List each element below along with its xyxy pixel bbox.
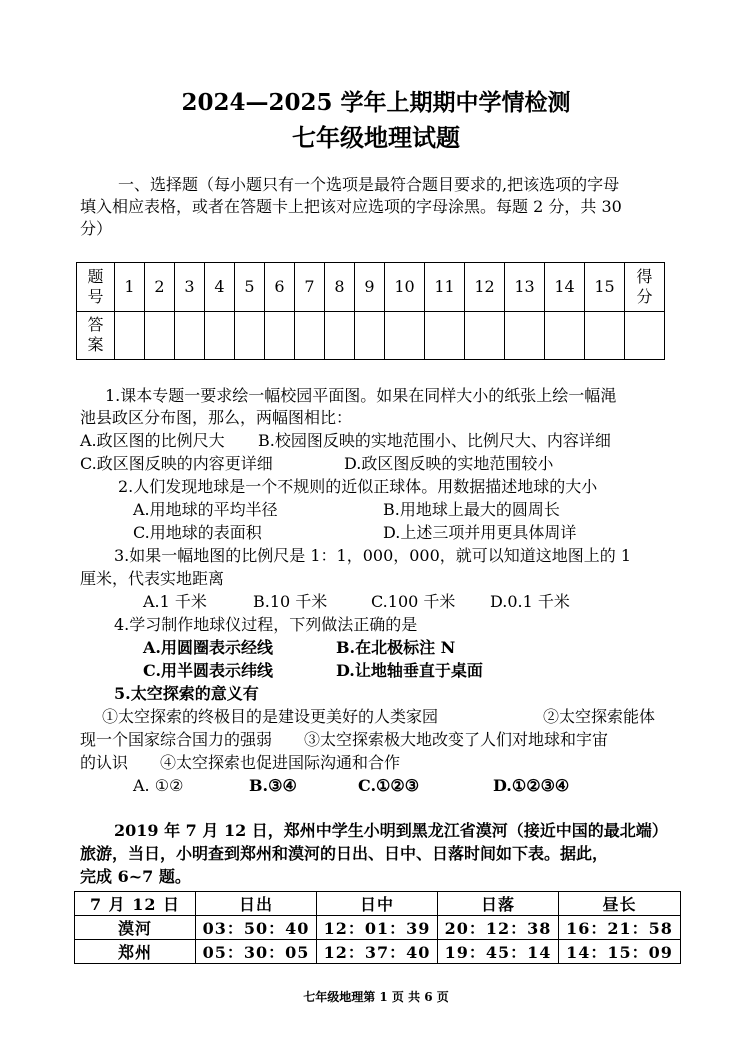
answer-cell[interactable] [205, 311, 235, 360]
score-label: 得 分 [625, 263, 665, 312]
sun-table-cell: 03：50：40 [196, 916, 317, 940]
q5-option-b: B.③④ [249, 776, 297, 795]
answer-table-header-row [77, 263, 665, 312]
page-footer: 七年级地理第 1 页 共 6 页 [303, 990, 449, 1004]
sun-table-cell: 12：37：40 [317, 940, 438, 964]
question-number: 12 [465, 263, 505, 312]
sun-table-row [75, 916, 681, 940]
answer-label: 答 案 [77, 311, 115, 360]
question-number: 1 [115, 263, 145, 312]
sun-table-cell: 漠河 [75, 916, 196, 940]
q4-option-b: B.在北极标注 N [336, 638, 456, 657]
score-cell[interactable] [625, 311, 665, 360]
sun-table-cell: 12：01：39 [317, 916, 438, 940]
answer-cell[interactable] [265, 311, 295, 360]
answer-cell[interactable] [355, 311, 385, 360]
q4-option-c: C.用半圆表示纬线 [143, 661, 274, 680]
q3-option-b: B.10 千米 [253, 592, 328, 611]
q1-stem-line1: 1.课本专题一要求绘一幅校园平面图。如果在同样大小的纸张上绘一幅渑 [105, 386, 617, 405]
answer-cell[interactable] [325, 311, 355, 360]
question-number: 3 [175, 263, 205, 312]
sun-table-header: 日出 [196, 892, 317, 916]
sun-table-cell: 19：45：14 [438, 940, 559, 964]
q5-statement-1: ①太空探索的终极目的是建设更美好的人类家园 [102, 707, 439, 726]
passage-line3: 完成 6~7 题。 [80, 867, 191, 886]
answer-cell[interactable] [145, 311, 175, 360]
q5-statement-2-start: ②太空探索能体 [543, 707, 656, 726]
question-number: 4 [205, 263, 235, 312]
question-number: 10 [385, 263, 425, 312]
exam-subtitle: 七年级地理试题 [292, 123, 460, 152]
question-number: 5 [235, 263, 265, 312]
q4-option-a: A.用圆圈表示经线 [143, 638, 273, 657]
q1-option-a: A.政区图的比例尺大 [80, 431, 225, 450]
question-number: 6 [265, 263, 295, 312]
q2-option-a: A.用地球的平均半径 [133, 500, 278, 519]
section1-line3: 分） [80, 219, 113, 238]
answer-table-answer-row [77, 311, 665, 360]
sun-table-cell: 16：21：58 [559, 916, 681, 940]
q5-statement-line2: 现一个国家综合国力的强弱 ③太空探索极大地改变了人们对地球和宇宙 [80, 730, 609, 749]
answer-cell[interactable] [295, 311, 325, 360]
exam-title: 2024—2025 学年上期期中学情检测 [181, 89, 571, 116]
q2-option-d: D.上述三项并用更具体周详 [383, 523, 577, 542]
sun-table-header: 昼长 [559, 892, 681, 916]
q5-option-d: D.①②③④ [493, 776, 570, 795]
question-number: 15 [585, 263, 625, 312]
q5-stem: 5.太空探索的意义有 [114, 684, 259, 703]
q3-stem-line2: 厘米，代表实地距离 [80, 569, 225, 588]
q5-option-c: C.①②③ [358, 776, 420, 795]
question-number: 9 [355, 263, 385, 312]
q1-option-b: B.校园图反映的实地范围小、比例尺大、内容详细 [258, 431, 611, 450]
sun-table-cell: 14：15：09 [559, 940, 681, 964]
q1-stem-line2: 池县政区分布图，那么，两幅图相比： [80, 408, 353, 427]
q1-option-c: C.政区图反映的内容更详细 [80, 454, 273, 473]
question-number: 11 [425, 263, 465, 312]
passage-line2: 旅游，当日，小明查到郑州和漠河的日出、日中、日落时间如下表。据此， [80, 844, 609, 863]
answer-cell[interactable] [115, 311, 145, 360]
q2-stem: 2.人们发现地球是一个不规则的近似正球体。用数据描述地球的大小 [118, 477, 598, 496]
q1-option-d: D.政区图反映的实地范围较小 [344, 454, 554, 473]
answer-cell[interactable] [175, 311, 205, 360]
answer-cell[interactable] [385, 311, 425, 360]
sun-table-cell: 20：12：38 [438, 916, 559, 940]
question-number: 14 [545, 263, 585, 312]
sun-table-header-row [75, 892, 681, 916]
section1-line1: 一、选择题（每小题只有一个选项是最符合题目要求的,把该选项的字母 [118, 175, 620, 194]
sun-table-row [75, 940, 681, 964]
question-number-label: 题 号 [77, 263, 115, 312]
section1-line2: 填入相应表格，或者在答题卡上把该对应选项的字母涂黑。每题 2 分，共 30 [80, 197, 622, 216]
question-number: 8 [325, 263, 355, 312]
passage-line1: 2019 年 7 月 12 日，郑州中学生小明到黑龙江省漠河（接近中国的最北端） [114, 821, 668, 840]
q2-option-b: B.用地球上最大的圆周长 [383, 500, 560, 519]
answer-cell[interactable] [425, 311, 465, 360]
answer-cell[interactable] [505, 311, 545, 360]
q5-statement-line3: 的认识 ④太空探索也促进国际沟通和合作 [80, 753, 401, 772]
q2-option-c: C.用地球的表面积 [133, 523, 262, 542]
sun-table-header: 日中 [317, 892, 438, 916]
q3-option-d: D.0.1 千米 [490, 592, 570, 611]
question-number: 7 [295, 263, 325, 312]
question-number: 2 [145, 263, 175, 312]
answer-cell[interactable] [235, 311, 265, 360]
q4-stem: 4.学习制作地球仪过程，下列做法正确的是 [114, 615, 418, 634]
sun-time-table [74, 891, 681, 964]
answer-cell[interactable] [545, 311, 585, 360]
sun-table-cell: 郑州 [75, 940, 196, 964]
sun-table-header: 7 月 12 日 [75, 892, 196, 916]
sun-table-cell: 05：30：05 [196, 940, 317, 964]
question-number: 13 [505, 263, 545, 312]
answer-cell[interactable] [585, 311, 625, 360]
q3-option-c: C.100 千米 [371, 592, 456, 611]
q3-option-a: A.1 千米 [143, 592, 207, 611]
answer-cell[interactable] [465, 311, 505, 360]
q5-option-a: A. ①② [133, 776, 184, 795]
q4-option-d: D.让地轴垂直于桌面 [336, 661, 483, 680]
answer-table [76, 262, 665, 360]
q3-stem-line1: 3.如果一幅地图的比例尺是 1：1，000，000，就可以知道这地图上的 1 [114, 546, 632, 565]
sun-table-header: 日落 [438, 892, 559, 916]
